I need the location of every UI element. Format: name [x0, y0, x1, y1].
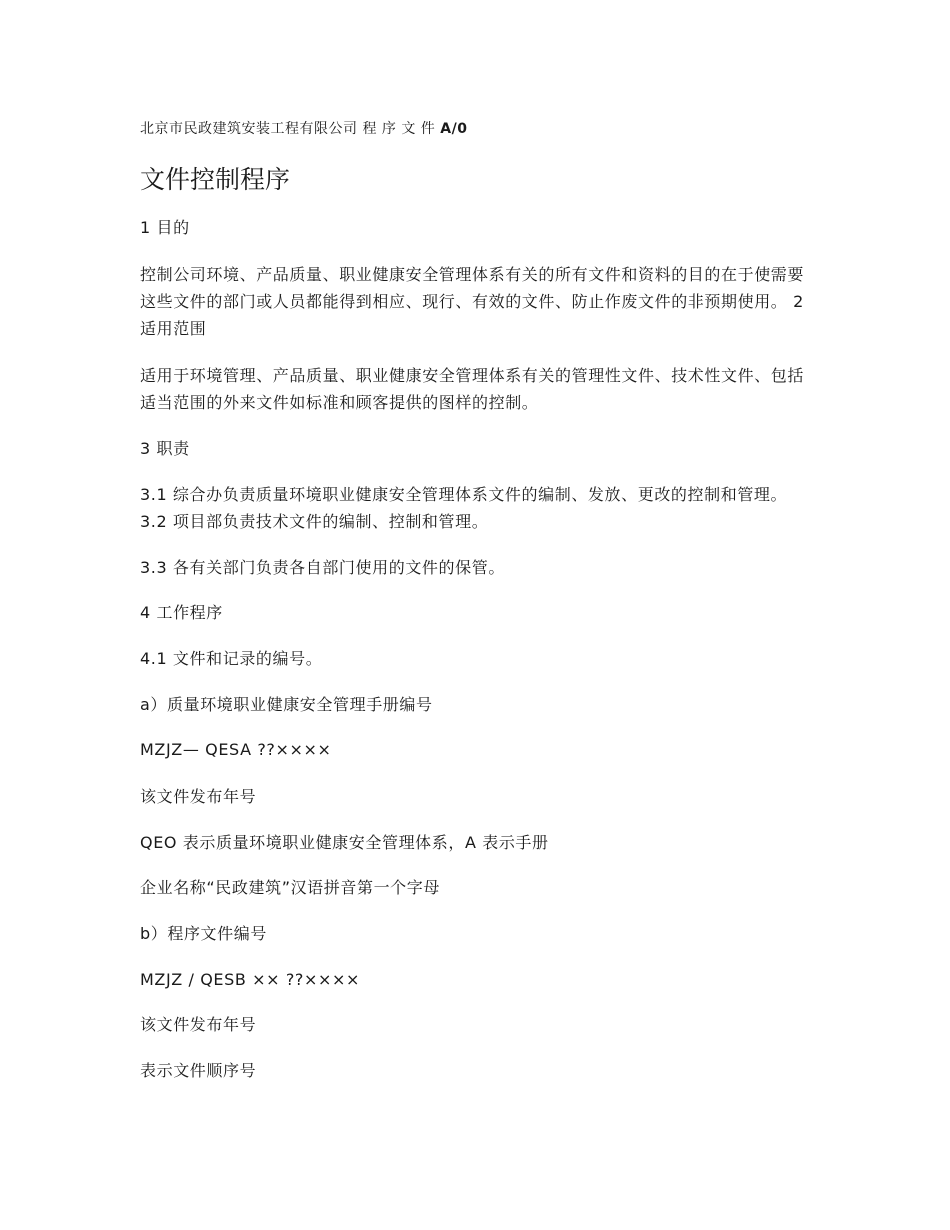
company-name: 北京市民政建筑安装工程有限公司	[140, 121, 358, 137]
version-code: A/0	[440, 121, 468, 137]
doc-type: 程 序 文 件	[362, 121, 436, 137]
note-sequence-number: 表示文件顺序号	[140, 1061, 257, 1080]
paragraph-purpose: 控制公司环境、产品质量、职业健康安全管理体系有关的所有文件和资料的目的在于使需要这些文件的部门或人员都能得到相应、现行、有效的文件、防止作废文件的非预期使用。 2 适用范围	[140, 265, 805, 338]
paragraph-responsibility-3-1: 3.1 综合办负责质量环境职业健康安全管理体系文件的编制、发放、更改的控制和管理。 3.2 项目部负责技术文件的编制、控制和管理。	[140, 485, 788, 531]
list-item-manual-numbering: a）质量环境职业健康安全管理手册编号	[140, 695, 433, 714]
note-release-year-2: 该文件发布年号	[140, 1015, 257, 1034]
note-company-initials: 企业名称“民政建筑”汉语拼音第一个字母	[140, 878, 440, 897]
paragraph-scope: 适用于环境管理、产品质量、职业健康安全管理体系有关的管理性文件、技术性文件、包括适当范围的外来文件如标准和顾客提供的图样的控制。	[140, 366, 805, 412]
page-header	[140, 118, 467, 138]
section-heading-purpose: 1 目的	[140, 218, 190, 237]
paragraph-numbering: 4.1 文件和记录的编号。	[140, 649, 323, 668]
paragraph-responsibility-3-3: 3.3 各有关部门负责各自部门使用的文件的保管。	[140, 558, 505, 577]
note-release-year-1: 该文件发布年号	[140, 787, 257, 806]
note-qeo-meaning: QEO 表示质量环境职业健康安全管理体系，A 表示手册	[140, 833, 549, 852]
code-manual-format: MZJZ— QESA ??××××	[140, 740, 332, 759]
document-title: 文件控制程序	[140, 165, 291, 194]
section-heading-procedure: 4 工作程序	[140, 603, 223, 622]
section-heading-responsibilities: 3 职责	[140, 439, 190, 458]
code-procedure-format: MZJZ / QESB ×× ??××××	[140, 970, 361, 989]
list-item-procedure-numbering: b）程序文件编号	[140, 924, 267, 943]
